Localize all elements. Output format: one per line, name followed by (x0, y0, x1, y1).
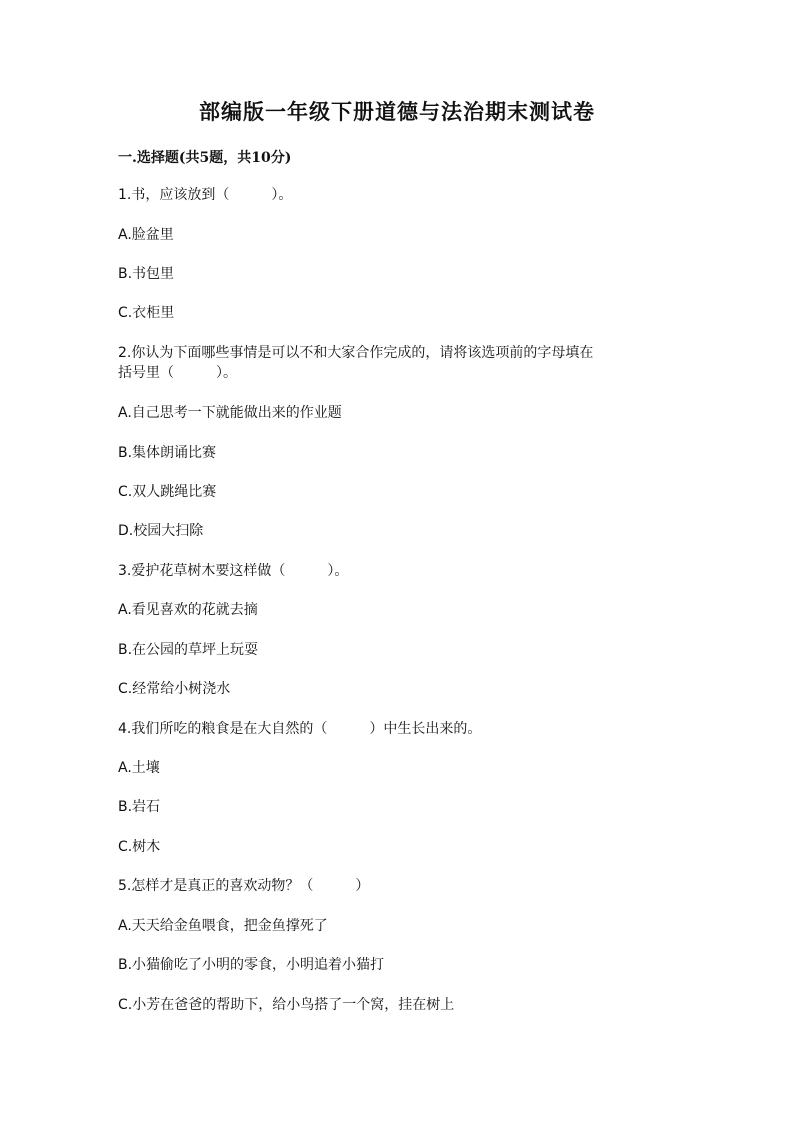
question-5-stem: 5.怎样才是真正的喜欢动物？（ ） (118, 878, 370, 894)
question-2-option-a: A.自己思考一下就能做出来的作业题 (118, 405, 342, 421)
question-4-option-a: A.土壤 (118, 760, 160, 776)
question-1-stem: 1.书，应该放到（ ）。 (118, 187, 293, 203)
question-3-option-a: A.看见喜欢的花就去摘 (118, 602, 258, 618)
question-4-stem: 4.我们所吃的粮食是在大自然的（ ）中生长出来的。 (118, 721, 482, 737)
question-4-option-c: C.树木 (118, 839, 161, 855)
question-1-option-a: A.脸盆里 (118, 227, 174, 243)
question-2-option-d: D.校园大扫除 (118, 523, 204, 539)
question-5-option-a: A.天天给金鱼喂食，把金鱼撑死了 (118, 918, 328, 934)
question-1-option-c: C.衣柜里 (118, 305, 175, 321)
question-2-stem-line2: 括号里（ ）。 (118, 365, 237, 381)
question-3-stem: 3.爱护花草树木要这样做（ ）。 (118, 563, 349, 579)
question-4-option-b: B.岩石 (118, 799, 161, 815)
question-5-option-b: B.小猫偷吃了小明的零食，小明追着小猫打 (118, 957, 385, 973)
question-2-option-b: B.集体朗诵比赛 (118, 445, 217, 461)
section-heading: 一.选择题(共5题，共10分) (118, 150, 292, 166)
question-3-option-b: B.在公园的草坪上玩耍 (118, 642, 259, 658)
question-1-option-b: B.书包里 (118, 266, 175, 282)
question-5-option-c: C.小芳在爸爸的帮助下，给小鸟搭了一个窝，挂在树上 (118, 997, 455, 1013)
page-title: 部编版一年级下册道德与法治期末测试卷 (199, 99, 595, 124)
question-2-option-c: C.双人跳绳比赛 (118, 484, 217, 500)
question-3-option-c: C.经常给小树浇水 (118, 681, 231, 697)
question-2-stem-line1: 2.你认为下面哪些事情是可以不和大家合作完成的，请将该选项前的字母填在 (118, 345, 594, 361)
